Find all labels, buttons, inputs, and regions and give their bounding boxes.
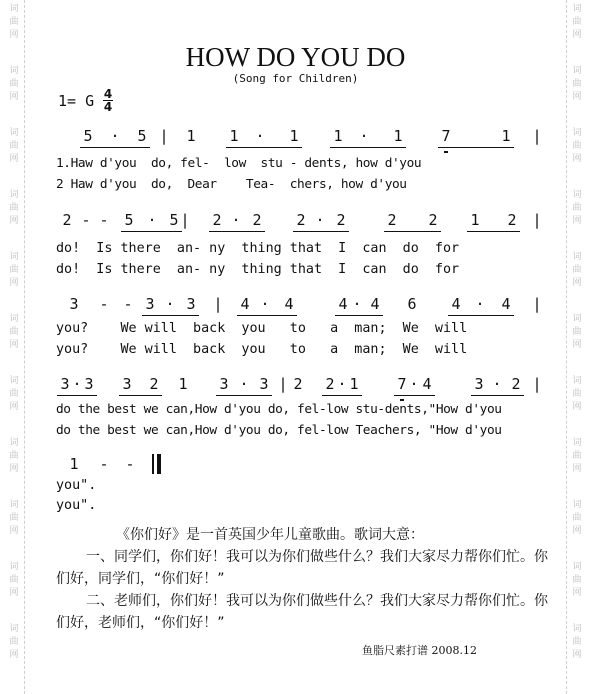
watermark-char: 网 [572, 650, 582, 660]
left-watermark-column [4, 0, 25, 694]
note: 7 [397, 375, 407, 393]
note: 2 [149, 375, 159, 393]
transcriber-signature: 鱼脂尺素打谱 2008.12 [362, 644, 477, 657]
lyric-row-3-verse-2: you? We will back you to a man; We will [56, 342, 468, 357]
dot: · [231, 211, 241, 229]
beam [237, 315, 297, 316]
lyric-row-4-verse-1: do the best we can,How d'you do, fel-low stu-dents,"How d'you [56, 402, 502, 417]
note: 4 [284, 295, 294, 313]
watermark-char: 网 [572, 588, 582, 598]
note: 2 [507, 211, 517, 229]
music-row-2 [0, 210, 591, 232]
watermark-char: 词 [572, 252, 582, 262]
beam [119, 395, 162, 396]
watermark-char: 网 [9, 30, 19, 40]
watermark-char: 词 [572, 128, 582, 138]
right-watermark-column [566, 0, 587, 694]
watermark-char: 词 [9, 314, 19, 324]
dash: - [125, 455, 135, 473]
watermark-char: 词 [572, 438, 582, 448]
dot: · [492, 375, 502, 393]
watermark-char: 曲 [572, 389, 582, 399]
time-signature [102, 88, 114, 113]
note: 3 [122, 375, 132, 393]
dot: · [239, 375, 249, 393]
beam [216, 395, 272, 396]
dot: · [72, 375, 82, 393]
watermark-char: 词 [572, 500, 582, 510]
barline: | [213, 295, 223, 313]
dot: · [260, 295, 270, 313]
dot: · [255, 127, 265, 145]
note: 3 [219, 375, 229, 393]
watermark-char: 曲 [572, 327, 582, 337]
beam [121, 231, 182, 232]
lyric-row-5-verse-1: you". [56, 478, 97, 493]
music-row-4 [0, 374, 591, 396]
lyric-row-4-verse-2: do the best we can,How d'you do, fel-low Teachers, "How d'you [56, 423, 502, 438]
watermark-char: 网 [572, 30, 582, 40]
lyric-row-2-verse-1: do! Is there an- ny thing that I can do for [56, 241, 460, 256]
watermark-char: 网 [572, 340, 582, 350]
barline: | [159, 127, 169, 145]
watermark-char: 网 [9, 154, 19, 164]
note: 4 [338, 295, 348, 313]
watermark-char: 词 [9, 438, 19, 448]
note: 1 [393, 127, 403, 145]
dash: - [123, 295, 133, 313]
note: 4 [370, 295, 380, 313]
note: 2 [511, 375, 521, 393]
watermark-char: 词 [9, 66, 19, 76]
beam [471, 395, 524, 396]
dot: · [110, 127, 120, 145]
note: 4 [422, 375, 432, 393]
note: 2 [252, 211, 262, 229]
note: 1 [349, 375, 359, 393]
watermark-char: 曲 [9, 637, 19, 647]
watermark-char: 曲 [572, 17, 582, 27]
final-barline-thin [152, 454, 154, 474]
dash: - [99, 295, 109, 313]
note: 1 [289, 127, 299, 145]
note: 4 [451, 295, 461, 313]
note: 3 [60, 375, 70, 393]
notes-verse-1: 一、同学们，你们好！我可以为你们做些什么？我们大家尽力帮你们忙。你们好，同学们，“你们好！” [56, 549, 548, 587]
note: 5 [169, 211, 179, 229]
final-barline-thick [157, 454, 161, 474]
watermark-char: 曲 [9, 513, 19, 523]
watermark-char: 曲 [9, 203, 19, 213]
watermark-char: 词 [572, 314, 582, 324]
watermark-char: 曲 [9, 451, 19, 461]
note: 1 [470, 211, 480, 229]
notes-verse-2: 二、老师们，你们好！我可以为你们做些什么？我们大家尽力帮你们忙。你们好，老师们，“你们好！” [56, 593, 548, 631]
key-signature: 1= G [58, 92, 95, 110]
watermark-char: 词 [572, 562, 582, 572]
music-row-3 [0, 294, 591, 316]
watermark-char: 词 [9, 4, 19, 14]
watermark-char: 词 [9, 562, 19, 572]
watermark-char: 词 [572, 376, 582, 386]
beam [467, 231, 520, 232]
barline: | [532, 211, 542, 229]
note: 2 [428, 211, 438, 229]
dot-under-7 [444, 151, 448, 153]
dot-under-7 [400, 399, 404, 401]
watermark-char: 曲 [572, 637, 582, 647]
watermark-char: 曲 [572, 451, 582, 461]
barline: | [532, 375, 542, 393]
note: 5 [124, 211, 134, 229]
note: 3 [145, 295, 155, 313]
watermark-char: 网 [572, 154, 582, 164]
beam [209, 231, 265, 232]
watermark-char: 网 [9, 216, 19, 226]
time-signature-bottom: 4 [103, 100, 113, 114]
dot: · [315, 211, 325, 229]
dash: - [81, 211, 91, 229]
page-subtitle: (Song for Children) [232, 72, 359, 85]
barline: | [180, 211, 190, 229]
note: 3 [69, 295, 79, 313]
note: 2 [336, 211, 346, 229]
watermark-char: 曲 [572, 79, 582, 89]
barline: | [532, 295, 542, 313]
watermark-char: 网 [9, 92, 19, 102]
beam [142, 315, 199, 316]
note: 4 [240, 295, 250, 313]
page-title: HOW DO YOU DO [185, 42, 406, 72]
beam [293, 231, 349, 232]
watermark-char: 曲 [572, 513, 582, 523]
watermark-char: 词 [9, 500, 19, 510]
beam [80, 147, 150, 148]
watermark-char: 网 [572, 216, 582, 226]
beam [322, 395, 362, 396]
watermark-char: 网 [572, 92, 582, 102]
watermark-char: 曲 [9, 389, 19, 399]
beam [330, 147, 406, 148]
lyric-row-1-verse-2: 2 Haw d'you do, Dear Tea- chers, how d'you [56, 177, 407, 192]
notes-intro: 《你们好》是一首英国少年儿童歌曲。歌词大意： [116, 527, 424, 543]
time-signature-top: 4 [103, 87, 113, 101]
lyric-row-5-verse-2: you". [56, 498, 97, 513]
dot: · [475, 295, 485, 313]
note: 2 [62, 211, 72, 229]
barline: | [278, 375, 288, 393]
beam [394, 395, 435, 396]
lyrics-explanation [56, 524, 556, 634]
watermark-char: 词 [572, 4, 582, 14]
lyric-row-3-verse-1: you? We will back you to a man; We will [56, 321, 468, 336]
dash: - [99, 211, 109, 229]
note: 1 [333, 127, 343, 145]
watermark-char: 曲 [572, 575, 582, 585]
watermark-char: 曲 [9, 327, 19, 337]
watermark-char: 网 [9, 340, 19, 350]
watermark-char: 网 [572, 278, 582, 288]
watermark-char: 网 [9, 402, 19, 412]
lyric-row-2-verse-2: do! Is there an- ny thing that I can do for [56, 262, 460, 277]
watermark-char: 网 [9, 278, 19, 288]
beam [335, 315, 383, 316]
note: 2 [387, 211, 397, 229]
watermark-char: 词 [9, 376, 19, 386]
watermark-char: 词 [572, 66, 582, 76]
dot: · [359, 127, 369, 145]
note: 3 [186, 295, 196, 313]
note: 4 [501, 295, 511, 313]
watermark-char: 词 [9, 190, 19, 200]
note: 2 [325, 375, 335, 393]
note: 3 [474, 375, 484, 393]
dot: · [165, 295, 175, 313]
note: 1 [186, 127, 196, 145]
beam [438, 147, 514, 148]
note: 7 [441, 127, 451, 145]
watermark-char: 网 [9, 588, 19, 598]
dot: · [409, 375, 419, 393]
music-row-5 [0, 454, 591, 476]
watermark-char: 词 [572, 624, 582, 634]
watermark-char: 网 [9, 464, 19, 474]
watermark-char: 曲 [9, 575, 19, 585]
watermark-char: 词 [9, 128, 19, 138]
note: 1 [178, 375, 188, 393]
note: 2 [293, 375, 303, 393]
watermark-char: 网 [572, 526, 582, 536]
note: 3 [259, 375, 269, 393]
beam [226, 147, 302, 148]
watermark-char: 曲 [9, 265, 19, 275]
watermark-char: 曲 [572, 265, 582, 275]
lyric-row-1-verse-1: 1.Haw d'you do, fel- low stu - dents, how d'you [56, 156, 422, 171]
note: 2 [212, 211, 222, 229]
note: 1 [69, 455, 79, 473]
watermark-char: 网 [572, 464, 582, 474]
beam [57, 395, 97, 396]
watermark-char: 网 [9, 526, 19, 536]
watermark-char: 曲 [9, 141, 19, 151]
watermark-char: 曲 [9, 79, 19, 89]
watermark-char: 网 [9, 650, 19, 660]
watermark-char: 网 [572, 402, 582, 412]
dot: · [147, 211, 157, 229]
beam [384, 231, 441, 232]
watermark-char: 曲 [572, 141, 582, 151]
watermark-char: 词 [9, 252, 19, 262]
note: 1 [501, 127, 511, 145]
watermark-char: 词 [9, 624, 19, 634]
watermark-char: 词 [572, 190, 582, 200]
note: 1 [229, 127, 239, 145]
note: 5 [137, 127, 147, 145]
beam [448, 315, 514, 316]
note: 2 [296, 211, 306, 229]
dash: - [99, 455, 109, 473]
note: 6 [407, 295, 417, 313]
watermark-char: 曲 [572, 203, 582, 213]
note: 3 [84, 375, 94, 393]
note: 5 [83, 127, 93, 145]
barline: | [532, 127, 542, 145]
dot: · [352, 295, 362, 313]
dot: · [337, 375, 347, 393]
music-row-1 [0, 126, 591, 148]
watermark-char: 曲 [9, 17, 19, 27]
